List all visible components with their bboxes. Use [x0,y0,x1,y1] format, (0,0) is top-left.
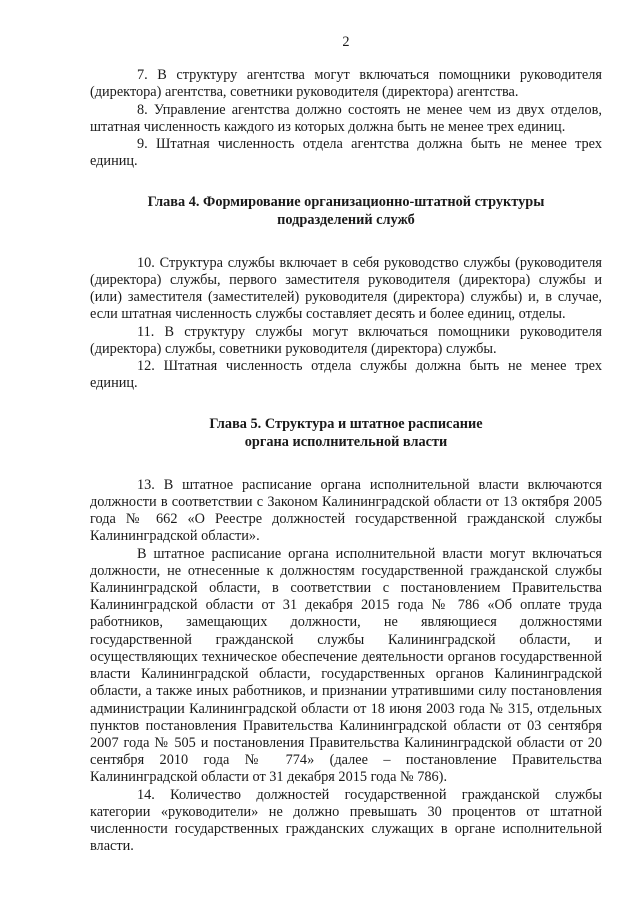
paragraph-12: 12. Штатная численность отдела службы должна быть не менее трех единиц. [90,358,602,392]
chapter-5-title [90,416,602,450]
chapter-4-title-line-2: подразделений служб [277,211,415,228]
chapter-5-title-line-2: органа исполнительной власти [244,433,448,450]
chapter-4-title [90,194,602,228]
paragraph-8: 8. Управление агентства должно состоять не менее чем из двух отделов, штатная численность каждого из которых должна быть не менее трех единиц. [90,101,602,135]
paragraph-11: 11. В структуру службы могут включаться помощники руководителя (директора) службы, советники руководителя (директора) службы. [90,323,602,357]
chapter-4-title-line-1: Глава 4. Формирование организационно-штатной структуры [147,194,545,211]
page-number: 2 [342,34,350,50]
paragraph-13: 13. В штатное расписание органа исполнительной власти включаются должности в соответствии с Законом Калининградской области от 13 октября 2005 года № 662 «О Реестре должностей государственной гражданской службы Калининградской области». [90,476,602,545]
paragraph-10: 10. Структура службы включает в себя руководство службы (руководителя (директора) службы, первого заместителя руководителя (директора) службы и (или) заместителя (заместителей) руководителя (директора) службы) и, в случае, если штатная численность службы составляет десять и более единиц, отделы. [90,254,602,323]
paragraph-9: 9. Штатная численность отдела агентства должна быть не менее трех единиц. [90,136,602,170]
paragraph-14: 14. Количество должностей государственной гражданской службы категории «руководители» не должно превышать 30 процентов от штатной численности государственных гражданских служащих в органе исполнительной власти. [90,786,602,855]
paragraph-13-continuation: В штатное расписание органа исполнительной власти могут включаться должности, не отнесенные к должностям государственной гражданской службы Калининградской области, в соответствии с постановлением Правительства Калининградской области от 31 декабря 2015 года № 786 «Об оплате труда работников, замещающих должности, не являющиеся должностями государственной гражданской службы Калининградской области, и осуществляющих техническое обеспечение деятельности органов государственной власти Калининградской области, государственных органов Калининградской области, а также иных работников, и признании утратившими силу постановления администрации Калининградской области от 18 июня 2003 года № 315, отдельных пунктов постановления Правительства Калининградской области от 03 сентября 2007 года № 505 и постановления Правительства Калининградской области от 20 сентября 2010 года № 774» (далее – постановление Правительства Калининградской области от 31 декабря 2015 года № 786). [90,545,602,786]
chapter-5-title-line-1: Глава 5. Структура и штатное расписание [209,416,483,433]
paragraph-7: 7. В структуру агентства могут включаться помощники руководителя (директора) агентства, советники руководителя (директора) агентства. [90,67,602,101]
